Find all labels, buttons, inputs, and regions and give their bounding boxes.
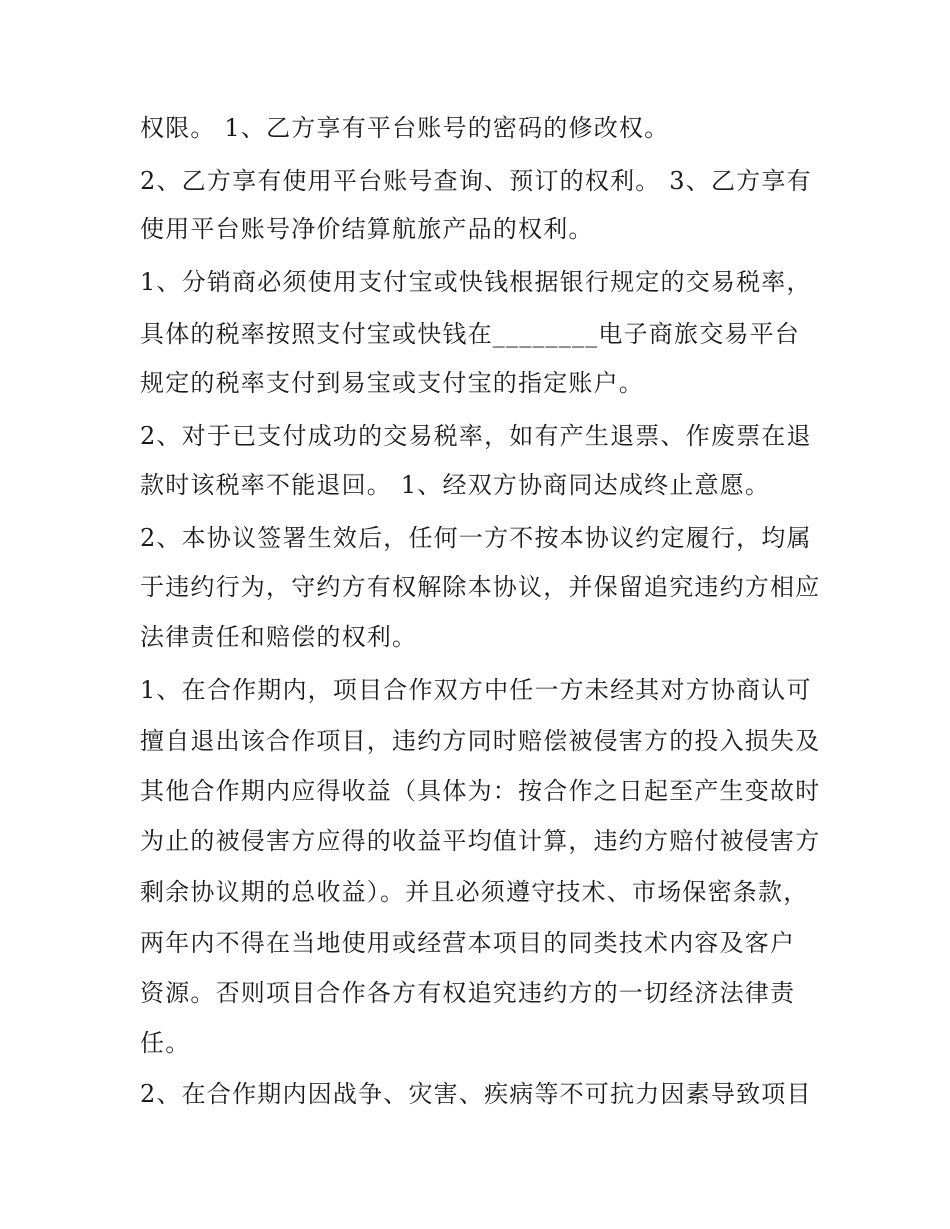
text-line: 权限。 1、乙方享有平台账号的密码的修改权。: [140, 114, 670, 142]
text-line: 规定的税率支付到易宝或支付宝的指定账户。: [140, 369, 644, 397]
text-line: 其他合作期内应得收益（具体为：按合作之日起至产生变故时: [140, 777, 821, 805]
text-line: 资源。否则项目合作各方有权追究违约方的一切经济法律责: [140, 979, 796, 1007]
text-line: 两年内不得在当地使用或经营本项目的同类技术内容及客户: [140, 929, 796, 957]
text-line: 1、在合作期内，项目合作双方中任一方未经其对方协商认可: [140, 676, 812, 704]
text-line: 使用平台账号净价结算航旅产品的权利。: [140, 215, 594, 243]
text-line: 为止的被侵害方应得的收益平均值计算，违约方赔付被侵害方: [140, 827, 821, 855]
text-line: 1、分销商必须使用支付宝或快钱根据银行规定的交易税率，: [140, 268, 812, 296]
text-line: 2、本协议签署生效后，任何一方不按本协议约定履行，均属: [140, 524, 812, 552]
text-line: 剩余协议期的总收益）。并且必须遵守技术、市场保密条款，: [140, 878, 809, 906]
text-line: 擅自退出该合作项目，违约方同时赔偿被侵害方的投入损失及: [140, 727, 821, 755]
text-line: 2、对于已支付成功的交易税率，如有产生退票、作废票在退: [140, 422, 812, 450]
text-line: 法律责任和赔偿的权利。: [140, 623, 418, 651]
text-line: 款时该税率不能退回。 1、经双方协商同达成终止意愿。: [140, 471, 771, 499]
text-line: 任。: [140, 1029, 191, 1057]
text-line: 2、乙方享有使用平台账号查询、预订的权利。 3、乙方享有: [140, 167, 812, 195]
text-line: 2、在合作期内因战争、灾害、疾病等不可抗力因素导致项目: [140, 1080, 812, 1108]
text-line: 于违约行为，守约方有权解除本协议，并保留追究违约方相应: [140, 573, 821, 601]
text-line: 具体的税率按照支付宝或快钱在________电子商旅交易平台: [140, 320, 800, 348]
